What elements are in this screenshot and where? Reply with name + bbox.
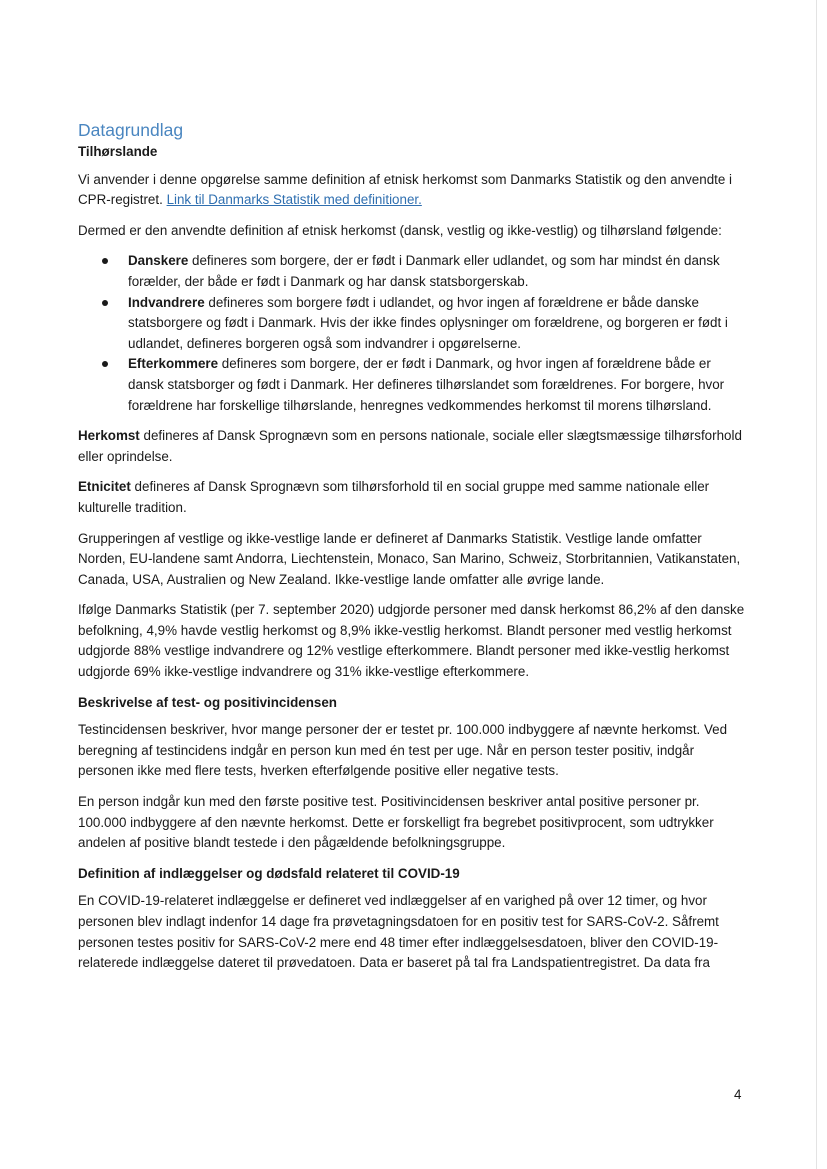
term-etnicitet: Etnicitet [78,479,131,495]
paragraph-etnicitet [78,477,746,518]
subheading-indlaeggelser: Definition af indlæggelser og dødsfald relateret til COVID-19 [78,865,460,881]
document-page [78,118,746,984]
list-item [78,293,746,355]
term-efterkommere: Efterkommere [128,356,219,372]
statistik-definitions-link[interactable]: Link til Danmarks Statistik med definitioner. [166,192,422,208]
paragraph-herkomst [78,426,746,467]
subheading-test-positivincidens: Beskrivelse af test- og positivincidensen [78,694,337,710]
term-indvandrere: Indvandrere [128,294,205,310]
paragraph-definition-lead: Dermed er den anvendte definition af etnisk herkomst (dansk, vestlig og ikke-vestlig) og tilhørsland følgende: [78,222,722,238]
page-edge-line [816,0,817,1169]
paragraph-statistik: Ifølge Danmarks Statistik (per 7. september 2020) udgjorde personer med dansk herkomst 86,2% af den danske befolkning, 4,9% havde vestlig herkomst og 8,9% ikke-vestlig herkomst. Blandt personer med vestlig herkomst udgjorde 88% vestlige indvandrere og 12% vestlige efterkommere. Blandt personer med ikke-vestlig herkomst udgjorde 69% ikke-vestlige indvandrere og 31% ikke-vestlige efterkommere. [78,602,745,680]
term-danskere: Danskere [128,253,189,269]
definition-text: defineres af Dansk Sprognævn som en persons nationale, sociale eller slægtsmæssige tilhørsforhold eller oprindelse. [78,428,742,464]
paragraph-indlaeggelser: En COVID-19-relateret indlæggelse er defineret ved indlæggelser af en varighed på over 12 timer, og hvor personen blev indlagt indenfor 14 dage fra prøvetagningsdatoen for en positiv test for SARS-CoV-2. Såfremt personen testes positiv for SARS-CoV-2 mere end 48 timer efter indlæggelsesdatoen, bliver den COVID-19-relaterede indlæggelse dateret til prøvedatoen. Data er baseret på tal fra Landspatientregistret. Da data fra [78,893,719,971]
definition-text: defineres som borgere, der er født i Danmark, og hvor ingen af forældrene både er dansk statsborger og født i Danmark. Her defineres tilhørslandet som forældrenes. For borgere, hvor forældrene har forskellige tilhørslande, henregnes vedkommendes herkomst til morens tilhørsland. [128,356,725,413]
list-item [78,354,746,416]
definition-list [78,251,746,416]
definition-text: defineres af Dansk Sprognævn som tilhørsforhold til en social gruppe med samme nationale eller kulturelle tradition. [78,479,710,515]
section-heading: Datagrundlag [78,120,184,140]
definition-text: defineres som borgere født i udlandet, og hvor ingen af forældrene er både danske statsborgere og født i Danmark. Hvis der ikke findes oplysninger om forældrene, og borgeren er født i udlandet, defineres borgeren også som indvandrer i opgørelserne. [128,294,728,351]
bullet-icon [102,361,108,367]
paragraph-testincidens: Testincidensen beskriver, hvor mange personer der er testet pr. 100.000 indbyggere af nævnte herkomst. Ved beregning af testincidens indgår en person kun med én test per uge. Når en person tester positiv, indgår personen ikke med flere tests, hverken efterfølgende positive eller negative tests. [78,722,728,779]
paragraph-positivincidens: En person indgår kun med den første positive test. Positivincidensen beskriver antal positive personer pr. 100.000 indbyggere af den nævnte herkomst. Dette er forskelligt fra begrebet positivprocent, som udtrykker andelen af positive blandt testede i den pågældende befolkningsgruppe. [78,794,714,851]
paragraph-grupperinger: Grupperingen af vestlige og ikke-vestlige lande er defineret af Danmarks Statistik. Vestlige lande omfatter Norden, EU-landene samt Andorra, Liechtenstein, Monaco, San Marino, Schweiz, Storbritannien, Vatikanstaten, Canada, USA, Australien og New Zealand. Ikke-vestlige lande omfatter alle øvrige lande. [78,530,741,587]
term-herkomst: Herkomst [78,428,140,444]
definition-text: defineres som borgere, der er født i Danmark eller udlandet, og som har mindst én dansk forælder, der både er født i Danmark og har dansk statsborgerskab. [128,253,720,289]
subheading-tilhorslande: Tilhørslande [78,144,158,159]
page-number: 4 [734,1087,742,1102]
bullet-icon [102,300,108,306]
paragraph-text: Vi anvender i denne opgørelse samme definition af etnisk herkomst som Danmarks Statistik og den anvendte i CPR-registret. [78,171,733,208]
paragraph-definition-intro [78,170,746,211]
bullet-icon [102,258,108,264]
list-item [78,251,746,292]
